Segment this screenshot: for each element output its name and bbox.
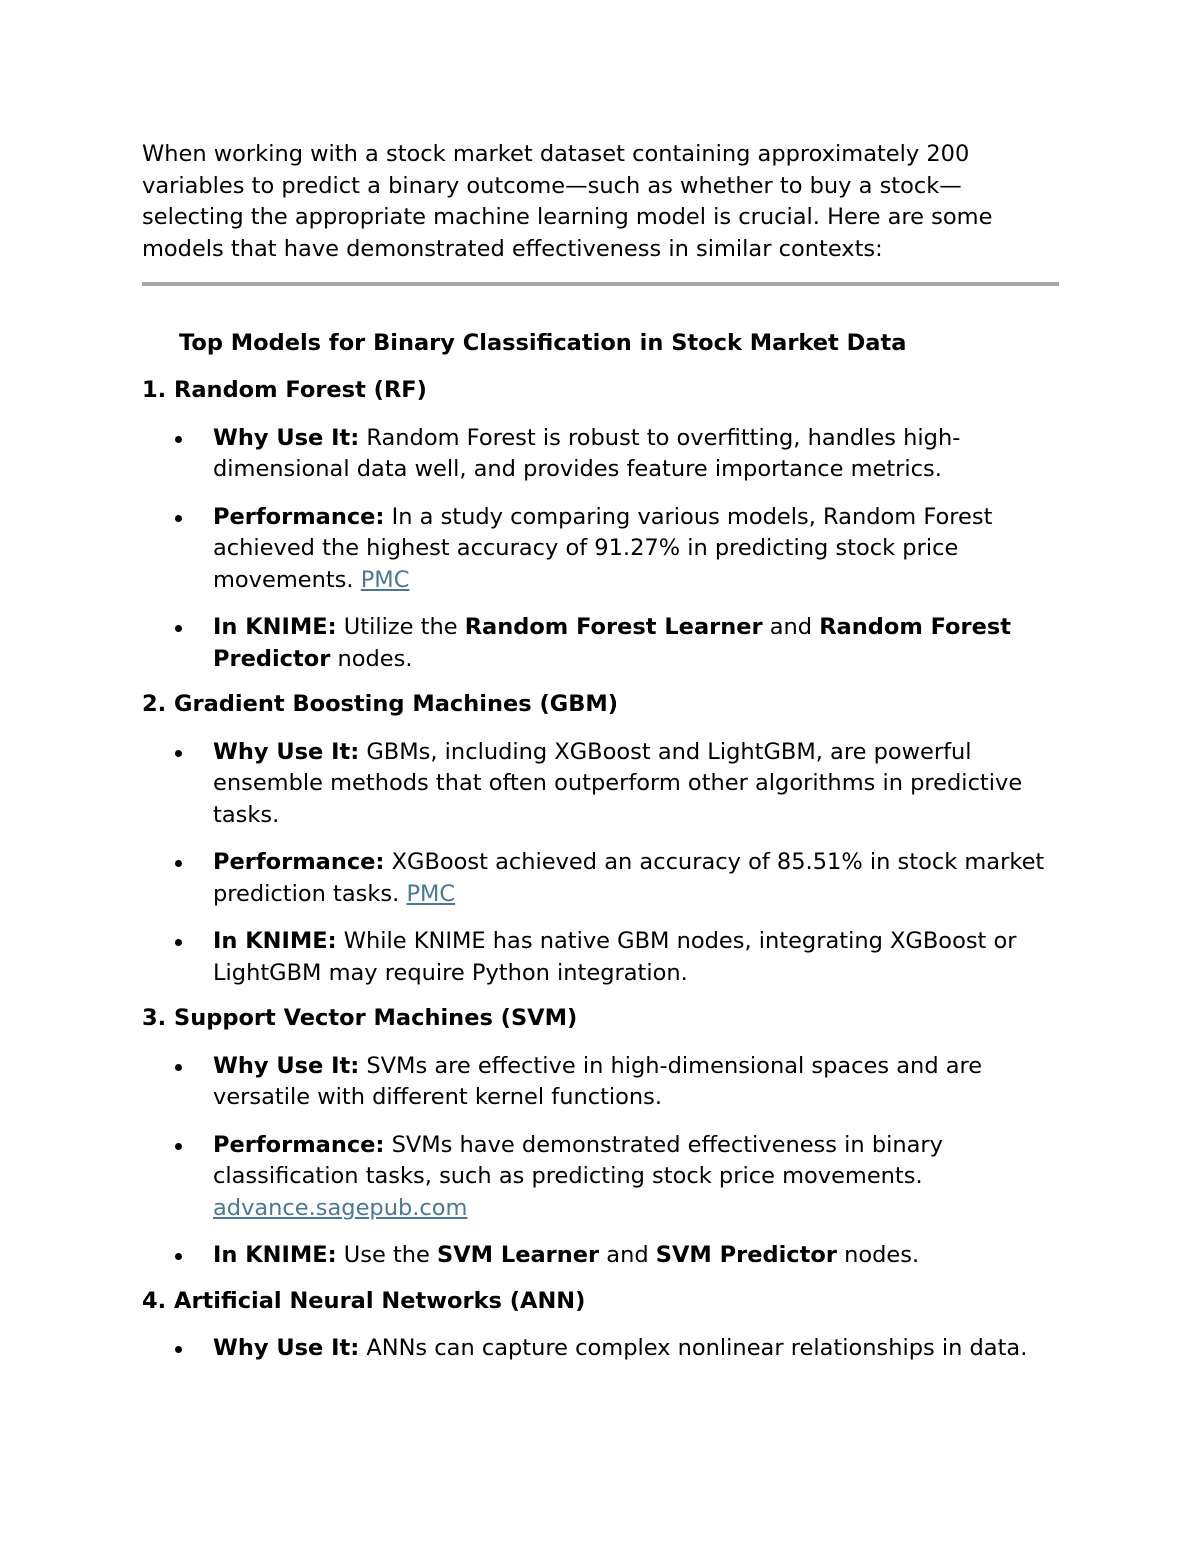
bullet-list bbox=[142, 1333, 1062, 1365]
bullet-list bbox=[142, 423, 1062, 676]
section-random-forest bbox=[142, 375, 1062, 675]
bullet-label: Why Use It: bbox=[213, 1052, 360, 1079]
bullet-text: While KNIME has native GBM nodes, integrating XGBoost or LightGBM may require Python integration. bbox=[213, 928, 1017, 986]
node-name: SVM Learner bbox=[437, 1242, 600, 1268]
list-item bbox=[142, 1240, 1062, 1272]
bullet-text: ANNs can capture complex nonlinear relationships in data. bbox=[359, 1335, 1028, 1361]
bullet-list bbox=[142, 737, 1062, 990]
list-item bbox=[142, 847, 1062, 910]
section-title: 1. Random Forest (RF) bbox=[142, 377, 427, 403]
bullet-text: GBMs, including XGBoost and LightGBM, are powerful ensemble methods that often outperform other algorithms in predictive tasks. bbox=[213, 738, 1023, 828]
list-item bbox=[142, 612, 1062, 675]
bullet-icon bbox=[175, 1253, 182, 1260]
bullet-text: XGBoost achieved an accuracy of 85.51% in stock market prediction tasks. bbox=[213, 849, 1045, 907]
bullet-text: and bbox=[762, 614, 820, 640]
bullet-label: Performance: bbox=[213, 503, 385, 530]
section-gbm bbox=[142, 689, 1062, 989]
section-title: 4. Artificial Neural Networks (ANN) bbox=[142, 1287, 586, 1314]
section-title: 3. Support Vector Machines (SVM) bbox=[142, 1005, 578, 1031]
main-heading: Top Models for Binary Classification in Stock Market Data bbox=[179, 330, 907, 356]
bullet-text: Utilize the bbox=[336, 614, 465, 640]
bullet-label: Why Use It: bbox=[213, 1335, 360, 1361]
list-item bbox=[142, 502, 1062, 597]
bullet-text: nodes. bbox=[330, 645, 413, 672]
intro-paragraph: When working with a stock market dataset containing approximately 200 variables to predict a binary outcome—such as whether to buy a stock—selecting the appropriate machine learning model is crucial. Here are some models that have demonstrated effectiveness in similar contexts: bbox=[142, 141, 993, 262]
section-title: 2. Gradient Boosting Machines (GBM) bbox=[142, 691, 619, 717]
bullet-text: In a study comparing various models, Random Forest achieved the highest accuracy of 91.27% in predicting stock price movements. bbox=[213, 503, 993, 593]
bullet-icon bbox=[175, 1346, 182, 1353]
bullet-label: Why Use It: bbox=[213, 738, 360, 765]
list-item bbox=[142, 926, 1062, 989]
bullet-text: SVMs have demonstrated effectiveness in binary classification tasks, such as predicting stock price movements. bbox=[213, 1131, 943, 1189]
bullet-text: and bbox=[599, 1242, 656, 1268]
bullet-icon bbox=[175, 860, 182, 867]
list-item bbox=[142, 423, 1062, 486]
bullet-label: Performance: bbox=[213, 849, 385, 875]
source-link[interactable]: advance.sagepub.com bbox=[213, 1194, 468, 1221]
section-ann bbox=[142, 1286, 1062, 1365]
bullet-text: Use the bbox=[336, 1242, 438, 1268]
list-item bbox=[142, 1333, 1062, 1365]
bullet-label: Why Use It: bbox=[213, 424, 360, 451]
list-item bbox=[142, 1130, 1062, 1225]
bullet-list bbox=[142, 1051, 1062, 1272]
bullet-icon bbox=[175, 515, 182, 522]
list-item bbox=[142, 1051, 1062, 1114]
bullet-icon bbox=[175, 436, 182, 443]
bullet-label: In KNIME: bbox=[213, 614, 337, 640]
source-link[interactable]: PMC bbox=[406, 880, 456, 907]
source-link[interactable]: PMC bbox=[360, 566, 410, 593]
bullet-icon bbox=[175, 625, 182, 632]
section-svm bbox=[142, 1003, 1062, 1272]
bullet-text: SVMs are effective in high-dimensional spaces and are versatile with different kernel functions. bbox=[213, 1052, 983, 1110]
list-item bbox=[142, 737, 1062, 832]
node-name: SVM Predictor bbox=[655, 1242, 837, 1268]
bullet-text: Random Forest is robust to overfitting, handles high-dimensional data well, and provides feature importance metrics. bbox=[213, 424, 961, 482]
horizontal-rule bbox=[142, 282, 1059, 286]
bullet-label: In KNIME: bbox=[213, 1242, 337, 1268]
model-sections bbox=[142, 375, 1062, 1365]
bullet-icon bbox=[175, 1143, 182, 1150]
bullet-icon bbox=[175, 1064, 182, 1071]
bullet-icon bbox=[175, 939, 182, 946]
bullet-text: nodes. bbox=[836, 1242, 920, 1268]
bullet-label: In KNIME: bbox=[213, 928, 337, 954]
node-name: Random Forest Learner bbox=[464, 614, 763, 640]
bullet-icon bbox=[175, 750, 182, 757]
bullet-label: Performance: bbox=[213, 1131, 385, 1158]
node-name: Random Forest Predictor bbox=[213, 614, 1012, 672]
